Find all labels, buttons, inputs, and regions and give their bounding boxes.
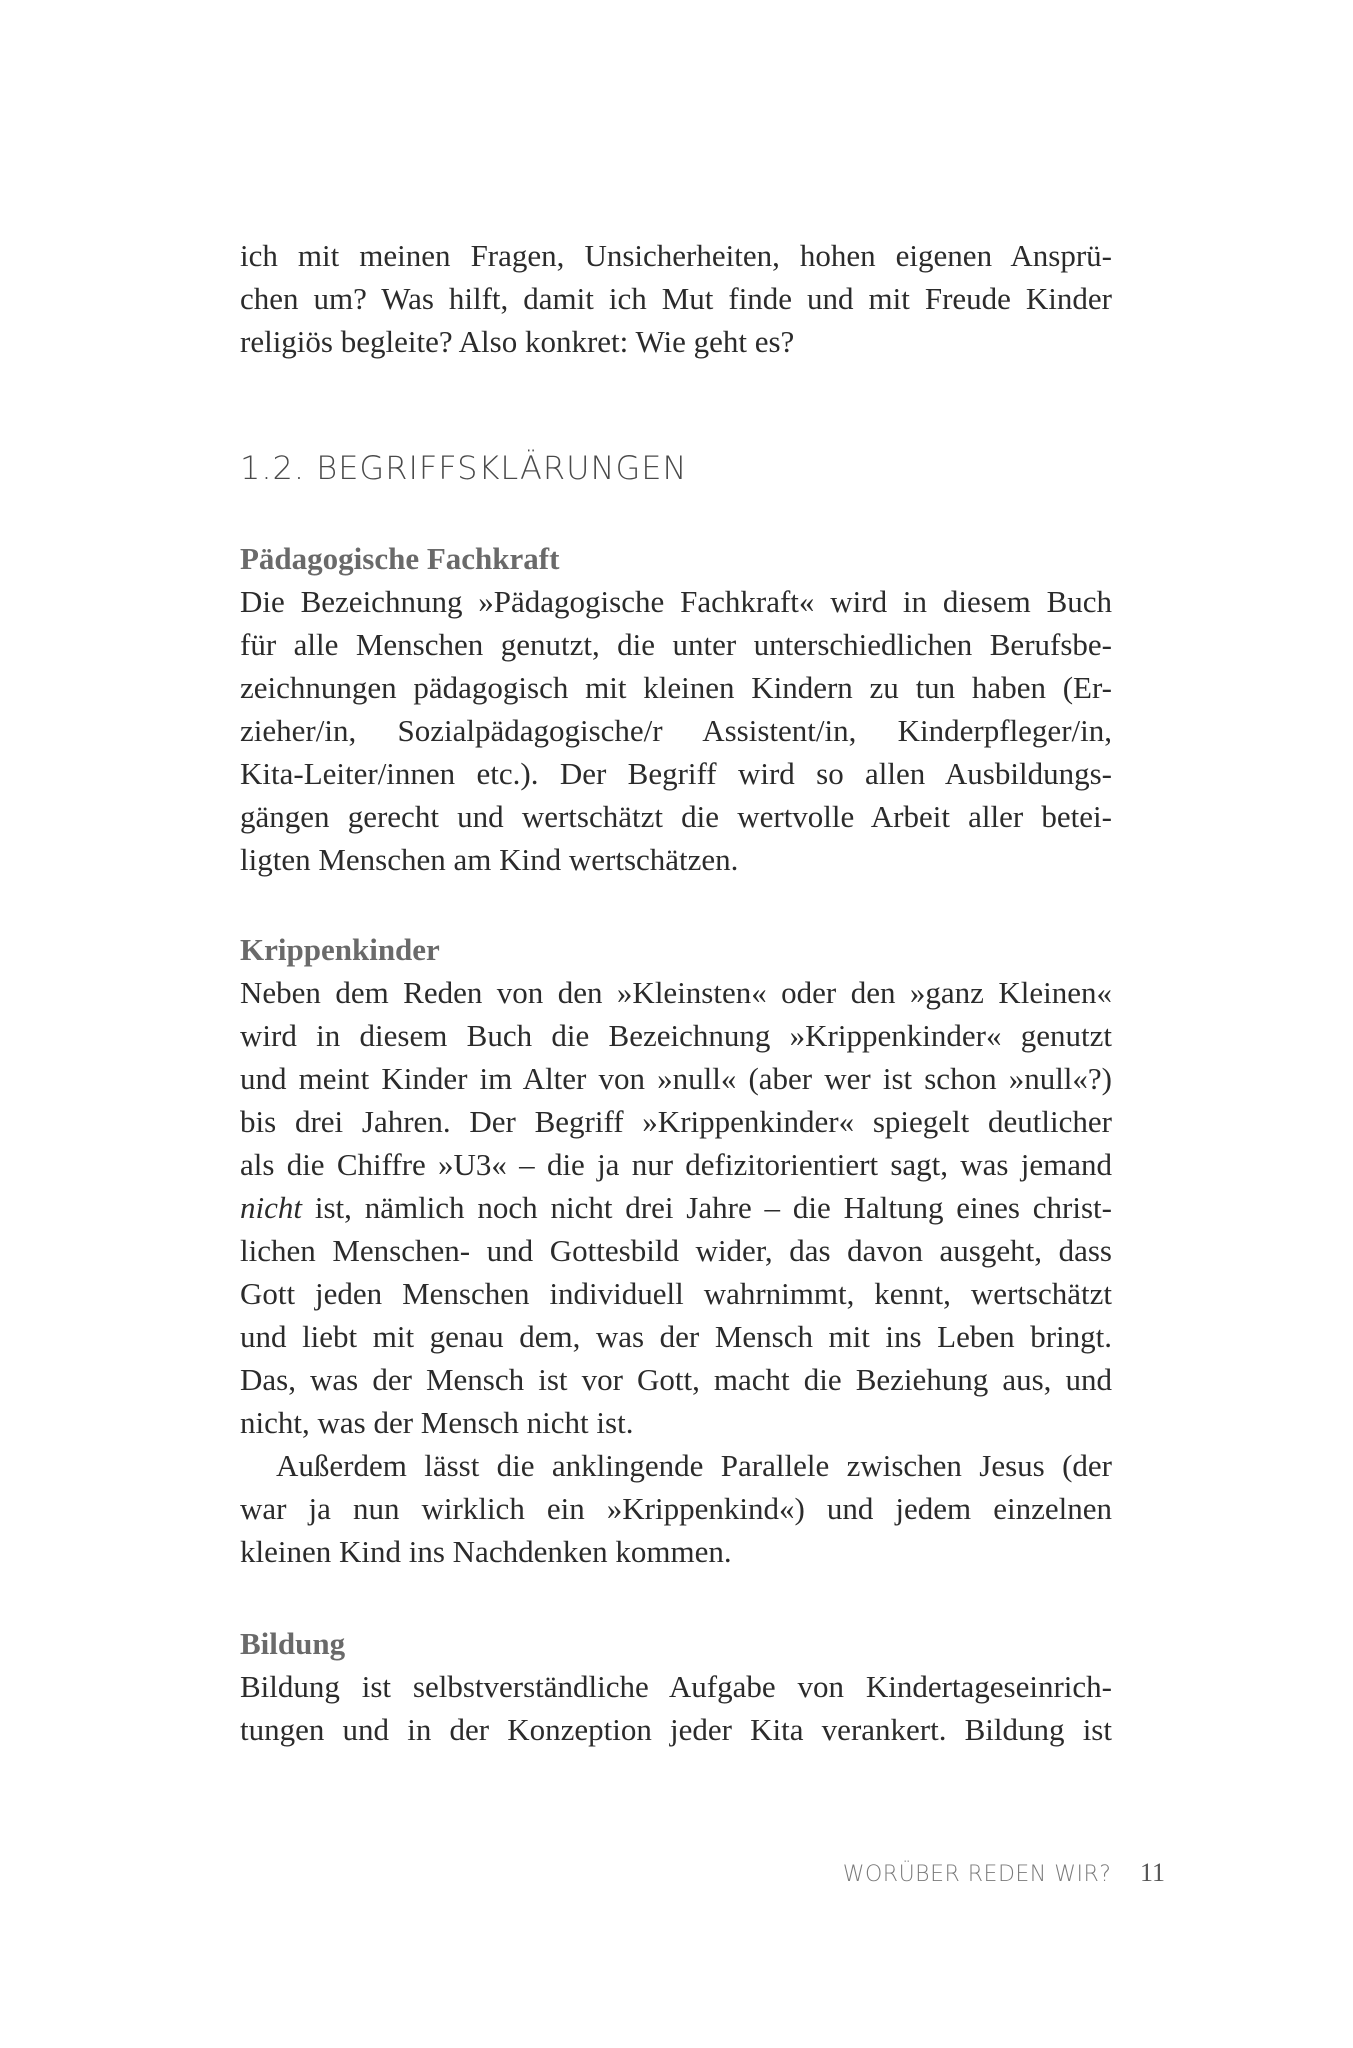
text-line: tungen und in der Konzeption jeder Kita verankert. Bildung ist bbox=[240, 1712, 1112, 1747]
text-line: nicht, was der Mensch nicht ist. bbox=[240, 1405, 634, 1440]
text-line: ich mit meinen Fragen, Unsicherheiten, hohen eigenen Ansprü- bbox=[240, 238, 1112, 273]
section-heading: Krippenkinder bbox=[240, 932, 440, 967]
text-line: lichen Menschen- und Gottesbild wider, das davon ausgeht, dass bbox=[240, 1233, 1112, 1268]
section-heading: Bildung bbox=[240, 1626, 346, 1661]
text-line: kleinen Kind ins Nachdenken kommen. bbox=[240, 1534, 732, 1569]
page-number: 11 bbox=[1139, 1858, 1165, 1887]
text-line: ligten Menschen am Kind wertschätzen. bbox=[240, 842, 739, 877]
text-line: bis drei Jahren. Der Begriff »Krippenkinder« spiegelt deutlicher bbox=[240, 1104, 1112, 1139]
text-line: Neben dem Reden von den »Kleinsten« oder den »ganz Kleinen« bbox=[240, 975, 1112, 1010]
text-line: und meint Kinder im Alter von »null« (aber wer ist schon »null«?) bbox=[240, 1061, 1112, 1096]
text-line: und liebt mit genau dem, was der Mensch mit ins Leben bringt. bbox=[240, 1319, 1112, 1354]
text-fragment: ist, nämlich noch nicht drei Jahre – die Haltung eines christ- bbox=[302, 1190, 1112, 1225]
text-line: Außerdem lässt die anklingende Parallele zwischen Jesus (der bbox=[276, 1448, 1112, 1483]
text-line: für alle Menschen genutzt, die unter unterschiedlichen Berufsbe- bbox=[240, 627, 1112, 662]
section-bildung bbox=[240, 1622, 1112, 1751]
text-line: Bildung ist selbstverständliche Aufgabe von Kindertageseinrich- bbox=[240, 1669, 1112, 1704]
text-line-with-emphasis bbox=[240, 1186, 1112, 1229]
text-line: als die Chiffre »U3« – die ja nur defizitorientiert sagt, was jemand bbox=[240, 1147, 1112, 1182]
page-footer bbox=[843, 1855, 1165, 1893]
text-line: zeichnungen pädagogisch mit kleinen Kindern zu tun haben (Er- bbox=[240, 670, 1112, 705]
text-line: zieher/in, Sozialpädagogische/r Assistent/in, Kinderpfleger/in, bbox=[240, 713, 1112, 748]
running-head: WORÜBER REDEN WIR? bbox=[842, 1862, 1112, 1887]
section-fachkraft bbox=[240, 537, 1112, 881]
text-line: Das, was der Mensch ist vor Gott, macht die Beziehung aus, und bbox=[240, 1362, 1112, 1397]
emphasis-word: nicht bbox=[240, 1190, 302, 1225]
section-krippenkinder bbox=[240, 928, 1112, 1573]
chapter-heading: 1.2. BEGRIFFSKLÄRUNGEN bbox=[240, 449, 688, 487]
text-line: Gott jeden Menschen individuell wahrnimmt, kennt, wertschätzt bbox=[240, 1276, 1112, 1311]
section-heading: Pädagogische Fachkraft bbox=[240, 541, 560, 576]
text-line: Die Bezeichnung »Pädagogische Fachkraft« wird in diesem Buch bbox=[240, 584, 1112, 619]
text-line: religiös begleite? Also konkret: Wie geht es? bbox=[240, 324, 795, 359]
intro-paragraph bbox=[240, 234, 1112, 363]
text-line: war ja nun wirklich ein »Krippenkind«) und jedem einzelnen bbox=[240, 1491, 1112, 1526]
text-line: wird in diesem Buch die Bezeichnung »Krippenkinder« genutzt bbox=[240, 1018, 1112, 1053]
text-line: gängen gerecht und wertschätzt die wertvolle Arbeit aller betei- bbox=[240, 799, 1112, 834]
text-line: Kita-Leiter/innen etc.). Der Begriff wird so allen Ausbildungs- bbox=[240, 756, 1112, 791]
text-line: chen um? Was hilft, damit ich Mut finde und mit Freude Kinder bbox=[240, 281, 1112, 316]
